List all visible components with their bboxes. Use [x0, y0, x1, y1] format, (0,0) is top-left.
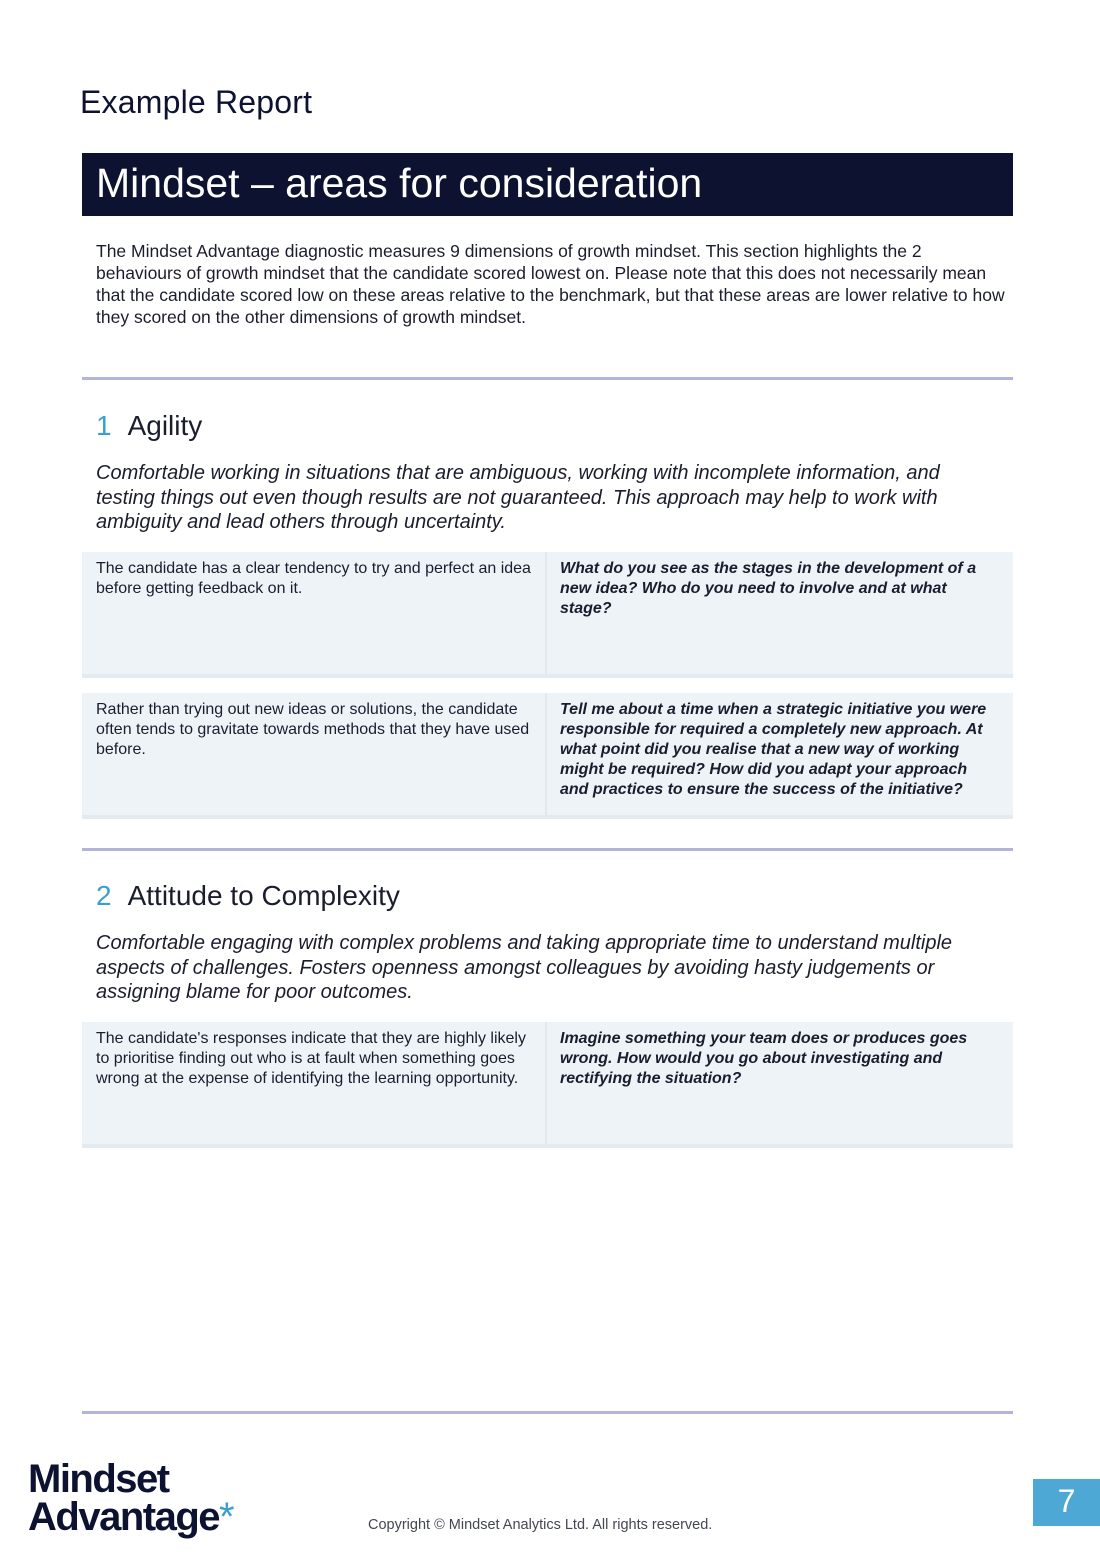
observation-cell: Rather than trying out new ideas or solutions, the candidate often tends to gravitate towards methods that they have used before. — [82, 693, 547, 815]
interview-question-cell: Tell me about a time when a strategic initiative you were responsible for required a completely new approach. At what point did you realise that a new way of working might be required? How did you adapt your approach and practices to ensure the success of the initiative? — [560, 701, 987, 798]
divider — [82, 848, 1013, 851]
table-row — [82, 693, 1013, 819]
logo-line2: Advantage — [28, 1495, 219, 1539]
section-heading-attitude-to-complexity — [96, 880, 400, 912]
logo-line1: Mindset — [28, 1457, 169, 1501]
section-title: Attitude to Complexity — [127, 880, 400, 911]
section-description: Comfortable working in situations that are ambiguous, working with incomplete information, and testing things out even though results are not guaranteed. This approach may help to work with ambiguity and lead others through uncertainty. — [96, 462, 940, 533]
table-row — [82, 552, 1013, 678]
interview-question-cell: What do you see as the stages in the development of a new idea? Who do you need to involve and at what stage? — [560, 560, 977, 617]
asterisk-icon: * — [219, 1495, 234, 1539]
observation-cell: The candidate has a clear tendency to try and perfect an idea before getting feedback on it. — [82, 552, 547, 674]
interview-question-cell: Imagine something your team does or produces goes wrong. How would you go about investigating and rectifying the situation? — [560, 1030, 968, 1087]
section-number: 2 — [96, 880, 112, 911]
footer-divider — [82, 1411, 1013, 1414]
section-heading-agility — [96, 410, 202, 442]
report-label: Example Report — [80, 84, 313, 120]
divider — [82, 377, 1013, 380]
page-number: 7 — [1033, 1479, 1100, 1526]
intro-paragraph: The Mindset Advantage diagnostic measures 9 dimensions of growth mindset. This section highlights the 2 behaviours of growth mindset that the candidate scored lowest on. Please note that this does not necessarily mean that the candidate scored low on these areas relative to the benchmark, but that these areas are lower relative to how they scored on the other dimensions of growth mindset. — [96, 241, 1005, 327]
mindset-advantage-logo — [28, 1457, 234, 1539]
table-row — [82, 1022, 1013, 1148]
section-banner: Mindset – areas for consideration — [82, 153, 1013, 216]
section-number: 1 — [96, 410, 112, 441]
copyright-notice: Copyright © Mindset Analytics Ltd. All rights reserved. — [368, 1517, 713, 1533]
section-title: Agility — [127, 410, 203, 441]
section-description: Comfortable engaging with complex problems and taking appropriate time to understand multiple aspects of challenges. Fosters openness amongst colleagues by avoiding hasty judgements or assigning blame for poor outcomes. — [96, 932, 953, 1003]
observation-cell: The candidate's responses indicate that they are highly likely to prioritise finding out who is at fault when something goes wrong at the expense of identifying the learning opportunity. — [82, 1022, 547, 1144]
